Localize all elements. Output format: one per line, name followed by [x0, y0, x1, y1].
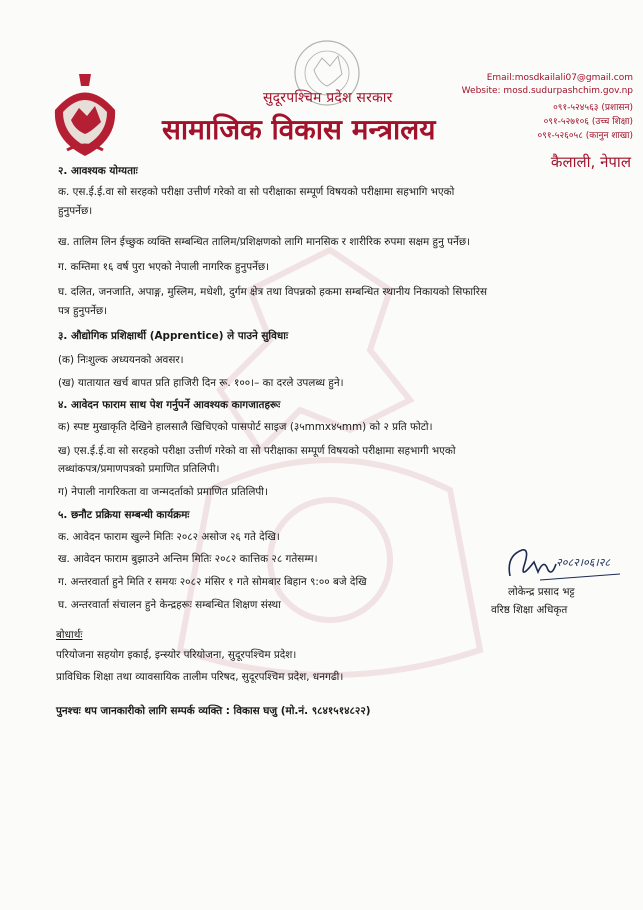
body-line: क) स्पष्ट मुखाकृति देखिने हालसालै खिचिएको पासपोर्ट साइज (३५mmx४५mm) को २ प्रति फोटो।	[58, 421, 433, 433]
nepal-emblem-icon	[45, 70, 125, 160]
body-line: ख. तालिम लिन ईच्छुक व्यक्ति सम्बन्धित तालिम/प्रशिक्षणको लागि मानसिक र शारीरिक रुपमा सक्षम हुनु पर्नेछ।	[58, 236, 471, 248]
body-line: पत्र हुनुपर्नेछ।	[58, 305, 108, 317]
cc-heading: बोधार्थः	[56, 629, 83, 641]
cc-item: प्राविधिक शिक्षा तथा व्यावसायिक तालीम परिषद, सुदूरपश्चिम प्रदेश, धनगढी।	[56, 671, 344, 683]
body-line: (क) निःशुल्क अध्ययनको अवसर।	[58, 354, 184, 366]
government-name: सुदूरपश्चिम प्रदेश सरकार	[263, 90, 393, 106]
ministry-title: सामाजिक विकास मन्त्रालय	[162, 113, 436, 146]
website-text: Website: mosd.sudurpashchim.gov.np	[461, 86, 633, 96]
contact-note: पुनश्चः थप जानकारीको लागि सम्पर्क व्यक्ति : विकास घजु (मो.नं. ९८४१५१४८२२)	[56, 705, 371, 717]
signer-title: वरिष्ठ शिक्षा अधिकृत	[491, 604, 568, 616]
signature-date: २०८२।०६।२८	[556, 556, 611, 569]
body-line: क. एस.ई.ई.वा सो सरहको परीक्षा उत्तीर्ण गरेको वा सो परीक्षाका सम्पूर्ण विषयको परीक्षामा सहभागि भएको	[58, 186, 455, 198]
phone-higher-education: ०९१-५२७१०६ (उच्च शिक्षा)	[543, 117, 633, 127]
body-line: (ख) यातायात खर्च बापत प्रति हाजिरी दिन रू. १००।– का दरले उपलब्ध हुने।	[58, 377, 344, 389]
email-text: Email:mosdkailali07@gmail.com	[486, 73, 633, 83]
body-line: ग. अन्तरवार्ता हुने मिति र समयः २०८२ मंसिर १ गते सोमबार बिहान ९:०० बजे देखि	[58, 576, 367, 588]
body-line: ख) एस.ई.ई.वा सो सरहको परीक्षा उत्तीर्ण गरेको वा सो परीक्षाका सम्पूर्ण विषयको परीक्षामा सहभागी भएको	[58, 445, 456, 457]
phone-law-section: ०९१-५२६०५८ (कानुन शाखा)	[537, 131, 633, 141]
body-line: ख. आवेदन फाराम बुझाउने अन्तिम मितिः २०८२ कात्तिक २८ गतेसम्म।	[58, 553, 318, 565]
body-line: लब्धांकपत्र/प्रमाणपत्रको प्रमाणित प्रतिलिपी।	[58, 463, 220, 475]
section-documents-heading: ४. आवेदन फाराम साथ पेश गर्नुपर्ने आवश्यक कागजातहरूः	[58, 399, 281, 411]
body-line: ग. कम्तिमा १६ वर्ष पुरा भएको नेपाली नागरिक हुनुपर्नेछ।	[58, 261, 270, 273]
section-selection-heading: ५. छनौट प्रक्रिया सम्बन्धी कार्यक्रमः	[58, 509, 190, 521]
phone-admin: ०९१-५२४५६३ (प्रशासन)	[553, 103, 633, 113]
location-text: कैलाली, नेपाल	[550, 153, 631, 171]
cc-item: परियोजना सहयोग इकाई, इन्स्योर परियोजना, सुदूरपश्चिम प्रदेश।	[56, 649, 297, 661]
body-line: क. आवेदन फाराम खुल्ने मितिः २०८२ असोज २६ गते देखि।	[58, 531, 280, 543]
section-qualification-heading: २. आवश्यक योग्यताः	[58, 165, 138, 177]
signer-name: लोकेन्द्र प्रसाद भट्ट	[508, 586, 575, 598]
body-line: हुनुपर्नेछ।	[58, 205, 93, 217]
section-apprentice-heading: ३. औद्योगिक प्रशिक्षार्थी (Apprentice) ले पाउने सुविधाः	[58, 330, 289, 342]
body-line: घ. दलित, जनजाति, अपाङ्ग, मुस्लिम, मधेशी, दुर्गम क्षेत्र तथा विपन्नको हकमा सम्बन्धित स्थानीय निकायको सिफारिस	[58, 286, 487, 298]
body-line: ग) नेपाली नागरिकता वा जन्मदर्ताको प्रमाणित प्रतिलिपी।	[58, 486, 268, 498]
body-line: घ. अन्तरवार्ता संचालन हुने केन्द्रहरूः सम्बन्धित शिक्षण संस्था	[58, 599, 281, 611]
